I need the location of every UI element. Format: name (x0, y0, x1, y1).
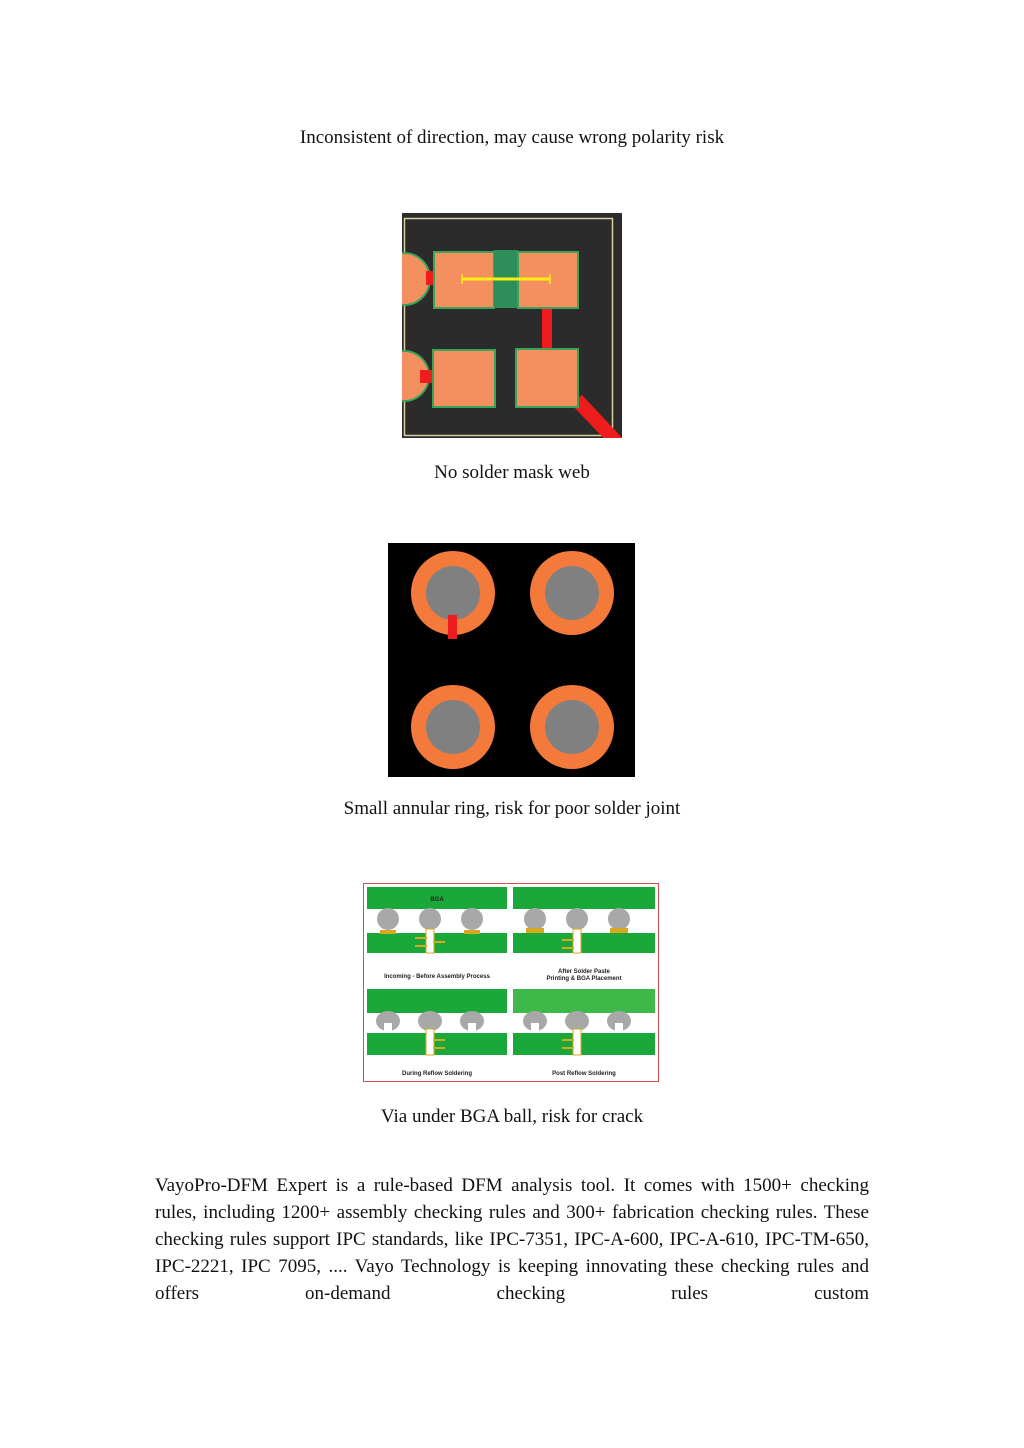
caption-via-bga: Via under BGA ball, risk for crack (380, 1106, 644, 1127)
pcb-pads-figure (402, 213, 622, 438)
bga-panel-1-label: Incoming - Before Assembly Process (384, 974, 490, 980)
caption-solder-mask: No solder mask web (434, 462, 590, 483)
bga-panel-4-label: Post Reflow Soldering (552, 1071, 616, 1077)
body-paragraph: VayoPro-DFM Expert is a rule-based DFM analysis tool. It comes with 1500+ checking rules, including 1200+ assembly checking rules and 300+ fabrication checking rules. These checking rules support IPC standards, like IPC-7351, IPC-A-600, IPC-A-610, IPC-TM-650, IPC-2221, IPC 7095, .... Vayo Technology is keeping innovating these checking rules and offers on-demand checking rules custom (155, 1175, 869, 1304)
bga-top-label: BGA (430, 897, 444, 903)
bga-via-figure (363, 883, 659, 1082)
bga-panel-3-label: During Reflow Soldering (402, 1071, 472, 1077)
bga-panel-2-label-line2: Printing & BGA Placement (546, 976, 622, 982)
caption-polarity: Inconsistent of direction, may cause wrong polarity risk (299, 127, 725, 148)
bga-panel-2-label-line1: After Solder Paste (557, 969, 611, 975)
annular-ring-figure (388, 543, 635, 777)
caption-annular-ring: Small annular ring, risk for poor solder joint (343, 798, 681, 819)
